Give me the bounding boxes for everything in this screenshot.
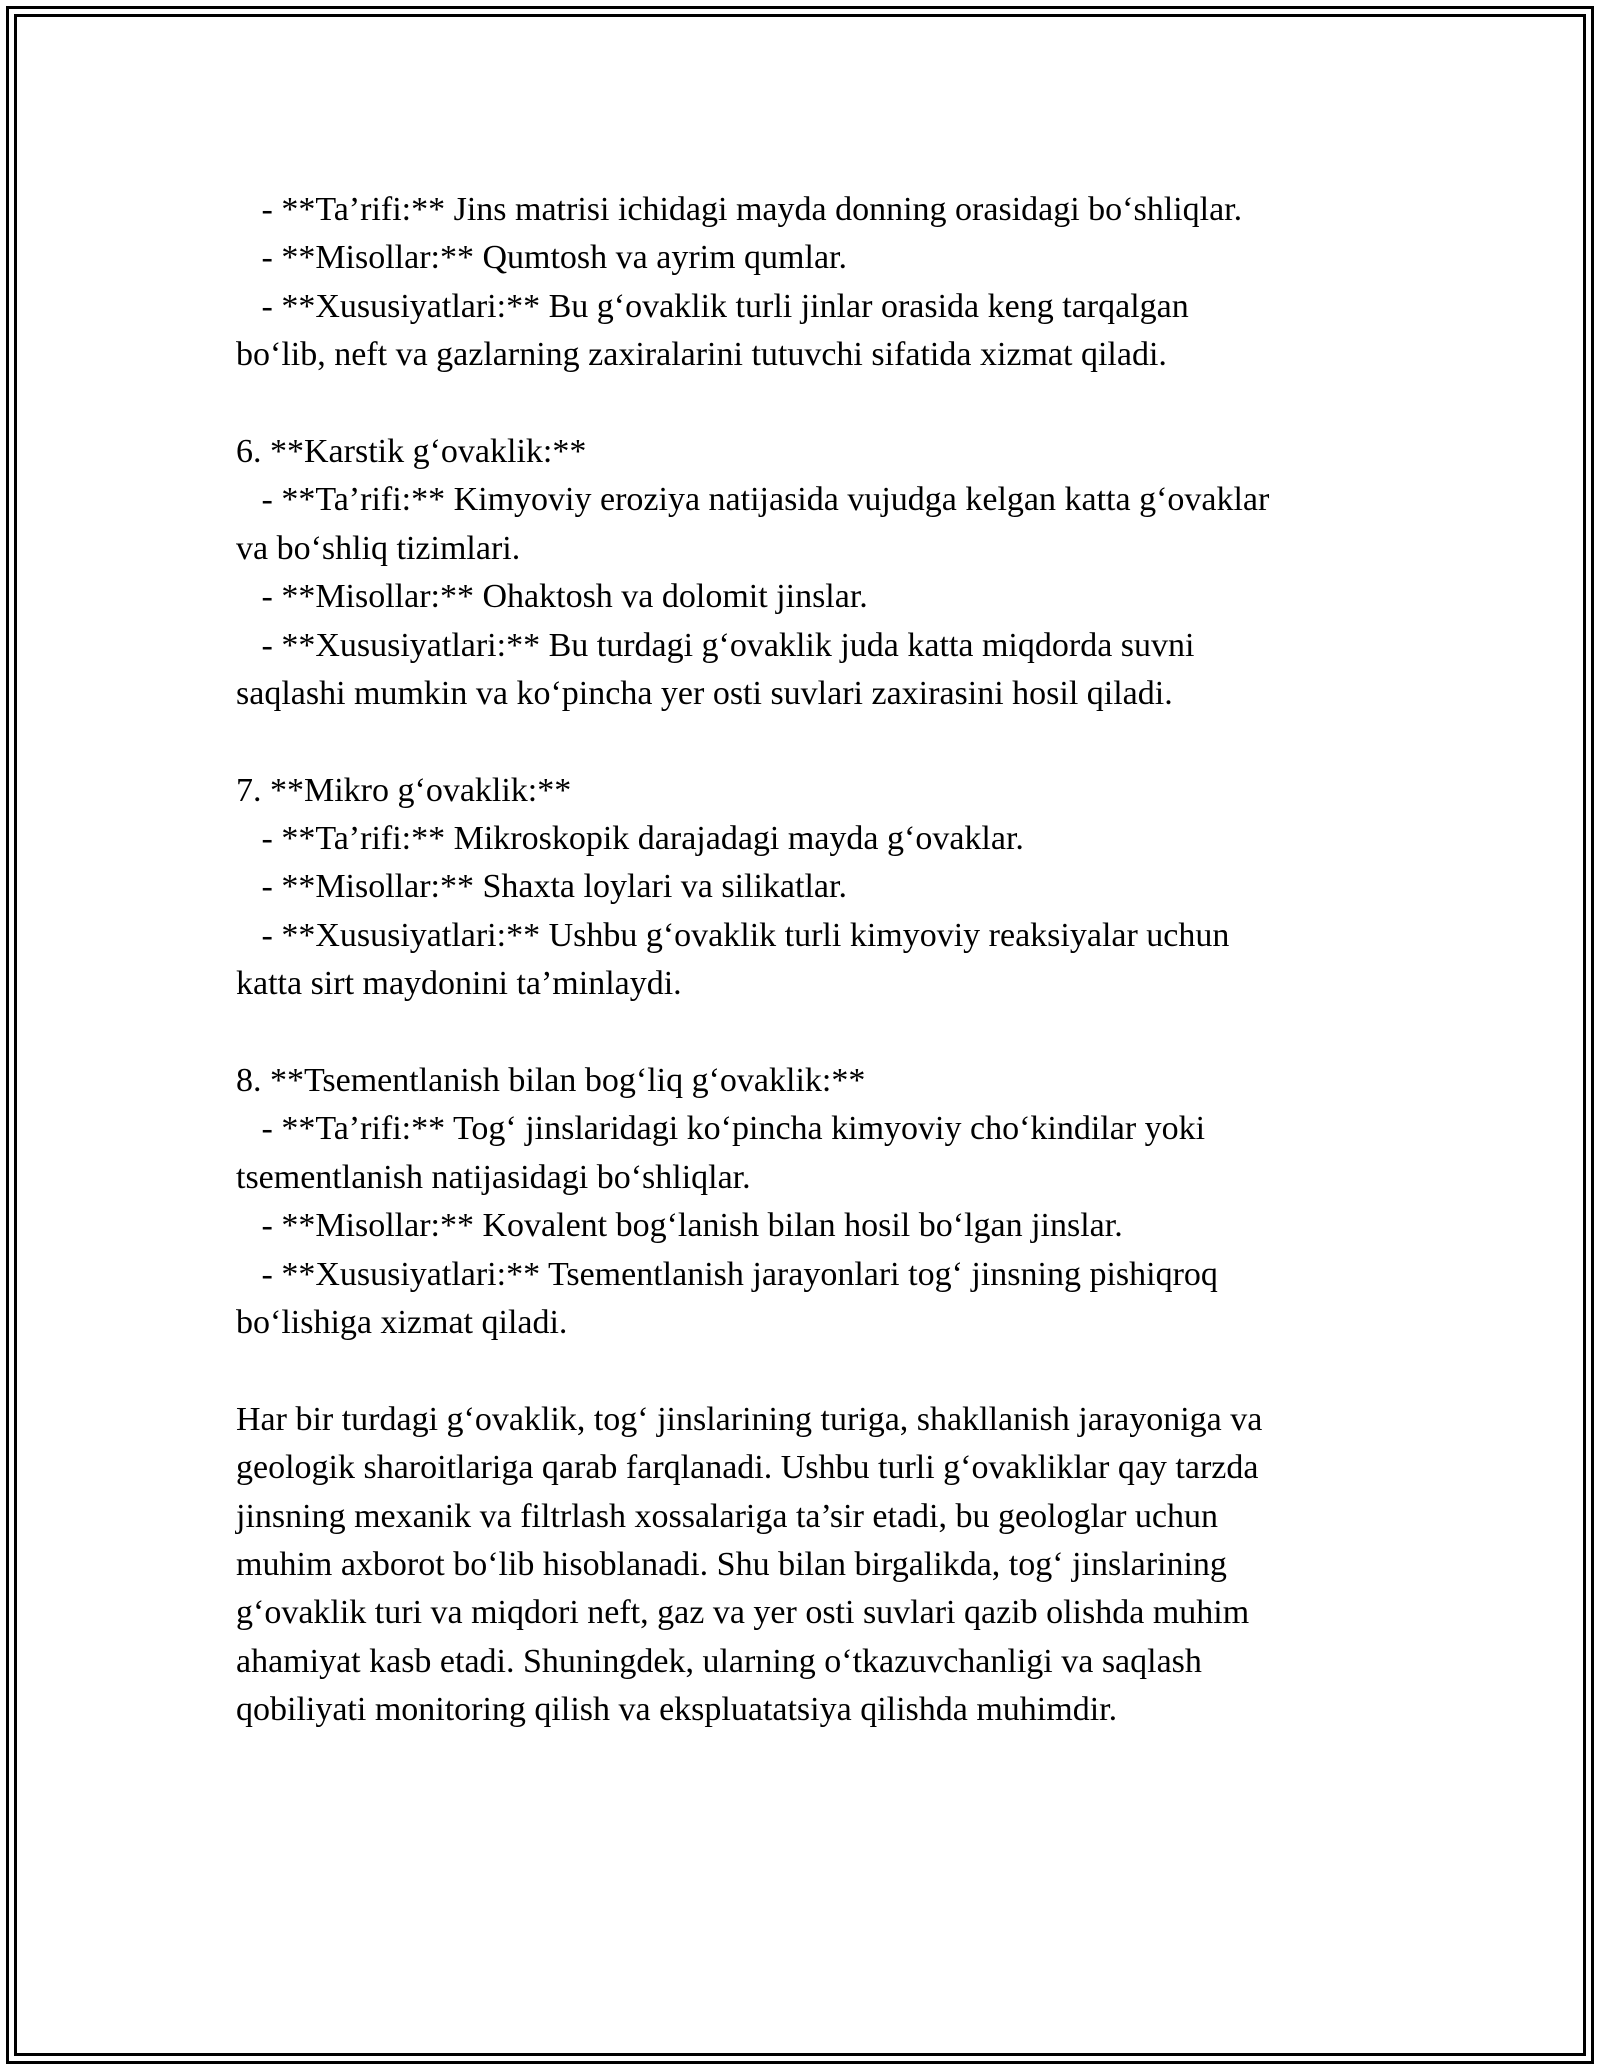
paragraph-gap	[236, 1347, 1366, 1395]
text-line: jinsning mexanik va filtrlash xossalariga ta’sir etadi, bu geologlar uchun	[236, 1497, 1218, 1535]
text-line: - **Ta’rifi:** Jins matrisi ichidagi mayda donning orasidagi bo‘shliqlar.	[236, 191, 1243, 228]
text-line: Har bir turdagi g‘ovaklik, tog‘ jinslarining turiga, shakllanish jarayoniga va	[236, 1400, 1263, 1438]
text-line: bo‘lishiga xizmat qiladi.	[236, 1303, 568, 1341]
text-line: - **Ta’rifi:** Tog‘ jinslaridagi ko‘pincha kimyoviy cho‘kindilar yoki	[236, 1110, 1206, 1148]
text-line: - **Xususiyatlari:** Bu g‘ovaklik turli jinlar orasida keng tarqalgan	[236, 287, 1189, 325]
section-heading: 7. **Mikro g‘ovaklik:**	[236, 771, 572, 809]
text-line: - **Xususiyatlari:** Ushbu g‘ovaklik turli kimyoviy reaksiyalar uchun	[236, 916, 1230, 954]
text-line: g‘ovaklik turi va miqdori neft, gaz va yer osti suvlari qazib olishda muhim	[236, 1594, 1250, 1632]
text-line: ahamiyat kasb etadi. Shuningdek, ularning o‘tkazuvchanligi va saqlash	[236, 1642, 1202, 1680]
text-line: - **Misollar:** Kovalent bog‘lanish bilan hosil bo‘lgan jinslar.	[236, 1207, 1123, 1245]
paragraph-gap	[236, 718, 1366, 766]
text-line: tsementlanish natijasidagi bo‘shliqlar.	[236, 1158, 751, 1196]
text-line: - **Ta’rifi:** Kimyoviy eroziya natijasida vujudga kelgan katta g‘ovaklar	[236, 481, 1270, 519]
text-line: - **Misollar:** Shaxta loylari va silikatlar.	[236, 868, 847, 906]
document-body	[236, 186, 1366, 1735]
text-line: - **Xususiyatlari:** Tsementlanish jarayonlari tog‘ jinsning pishiqroq	[236, 1255, 1218, 1293]
paragraph-gap	[236, 1009, 1366, 1057]
text-line: qobiliyati monitoring qilish va ekspluatatsiya qilishda muhimdir.	[236, 1691, 1118, 1729]
text-line: saqlashi mumkin va ko‘pincha yer osti suvlari zaxirasini hosil qiladi.	[236, 674, 1173, 712]
text-line: - **Misollar:** Ohaktosh va dolomit jinslar.	[236, 578, 868, 616]
text-line: - **Xususiyatlari:** Bu turdagi g‘ovaklik juda katta miqdorda suvni	[236, 626, 1195, 664]
text-line: va bo‘shliq tizimlari.	[236, 529, 521, 567]
text-line: bo‘lib, neft va gazlarning zaxiralarini tutuvchi sifatida xizmat qiladi.	[236, 336, 1167, 374]
text-line: - **Ta’rifi:** Mikroskopik darajadagi mayda g‘ovaklar.	[236, 820, 1024, 858]
text-line: geologik sharoitlariga qarab farqlanadi. Ushbu turli g‘ovakliklar qay tarzda	[236, 1449, 1259, 1487]
text-line: muhim axborot bo‘lib hisoblanadi. Shu bilan birgalikda, tog‘ jinslarining	[236, 1545, 1227, 1583]
text-line: - **Misollar:** Qumtosh va ayrim qumlar.	[236, 239, 847, 277]
text-line: katta sirt maydonini ta’minlaydi.	[236, 965, 682, 1003]
paragraph-gap	[236, 380, 1366, 428]
section-heading: 8. **Tsementlanish bilan bog‘liq g‘ovaklik:**	[236, 1062, 866, 1100]
section-heading: 6. **Karstik g‘ovaklik:**	[236, 432, 587, 470]
